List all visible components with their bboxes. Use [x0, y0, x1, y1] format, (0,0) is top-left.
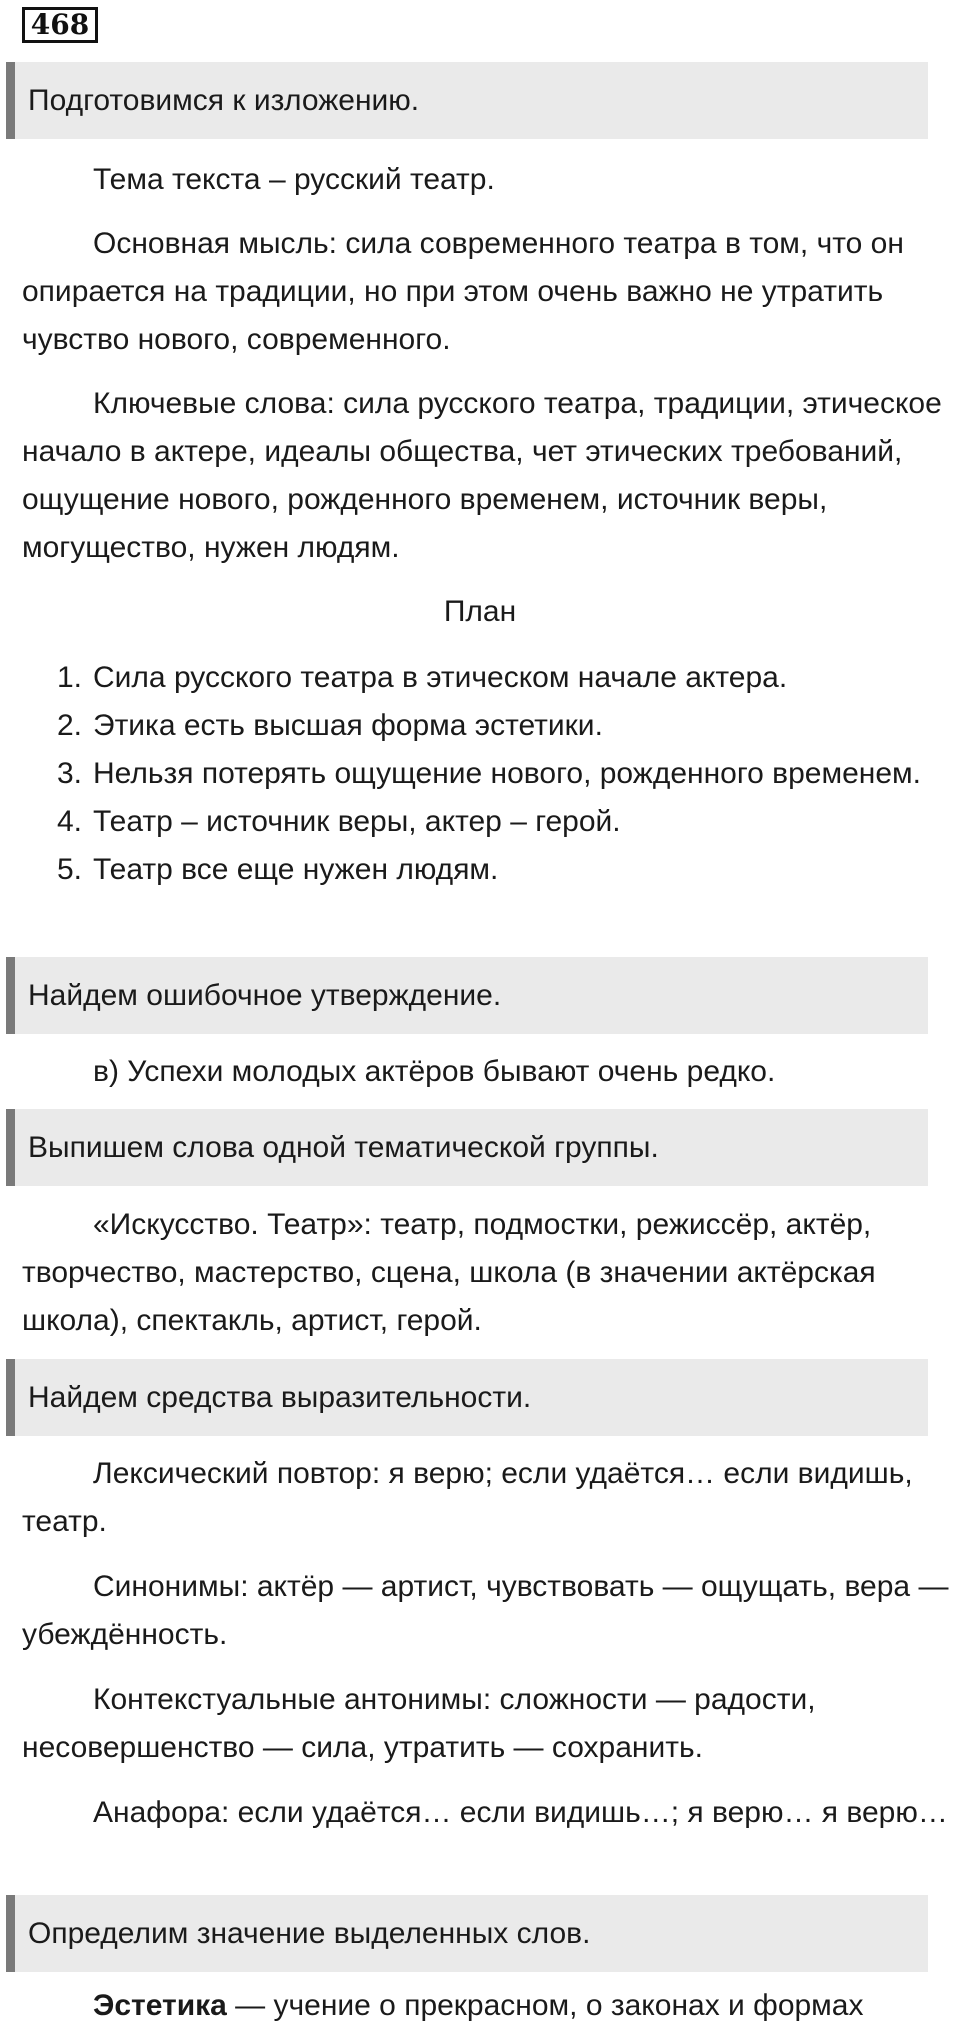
- defined-term: Эстетика: [93, 1989, 227, 2022]
- definition-line: [22, 1982, 952, 2025]
- plan-item-number: 3.: [57, 757, 83, 790]
- plan-item-text: Нельзя потерять ощущение нового, рожденного временем.: [93, 757, 921, 790]
- plan-item: [22, 750, 942, 798]
- plan-item-number: 4.: [57, 805, 83, 838]
- section-header-prep: Подготовимся к изложению.: [6, 62, 928, 139]
- synonyms-text: Синонимы: актёр — артист, чувствовать — ощущать, вера — убеждённость.: [22, 1570, 949, 1651]
- plan-item-number: 1.: [57, 661, 83, 694]
- section-header-means: Найдем средства выразительности.: [6, 1359, 928, 1436]
- antonyms-text: Контекстуальные антонимы: сложности — радости, несовершенство — сила, утратить — сохранить.: [22, 1683, 816, 1764]
- plan-item-text: Сила русского театра в этическом начале актера.: [93, 661, 788, 694]
- theme-text: Тема текста – русский театр.: [93, 163, 495, 196]
- plan-item: [22, 846, 942, 894]
- anaphora-text: Анафора: если удаётся… если видишь…; я верю… я верю…: [93, 1796, 948, 1829]
- plan-item: [22, 702, 942, 750]
- plan-item: [22, 654, 942, 702]
- lexical-repeat-text: Лексический повтор: я верю; если удаётся… если видишь, театр.: [22, 1457, 913, 1538]
- plan-title: План: [443, 595, 517, 628]
- error-answer-text: в) Успехи молодых актёров бывают очень редко.: [93, 1055, 776, 1088]
- plan-list: [22, 654, 942, 894]
- keywords-text: Ключевые слова: сила русского театра, традиции, этическое начало в актере, идеалы общества, чет этических требований, ощущение нового, рожденного временем, источник веры, могущество, нужен людям.: [22, 387, 942, 564]
- section-header-error: Найдем ошибочное утверждение.: [6, 957, 928, 1034]
- section-header-words: Выпишем слова одной тематической группы.: [6, 1109, 928, 1186]
- plan-item-text: Этика есть высшая форма эстетики.: [93, 709, 603, 742]
- main-idea-text: Основная мысль: сила современного театра в том, что он опирается на традиции, но при этом очень важно не утратить чувство нового, современного.: [22, 227, 904, 356]
- term-definition: — учение о прекрасном, о законах и формах: [226, 1989, 864, 2022]
- plan-item-number: 2.: [57, 709, 83, 742]
- plan-item: [22, 798, 942, 846]
- plan-item-number: 5.: [57, 853, 83, 886]
- section-header-meaning: Определим значение выделенных слов.: [6, 1895, 928, 1972]
- plan-item-text: Театр – источник веры, актер – герой.: [93, 805, 621, 838]
- plan-item-text: Театр все еще нужен людям.: [93, 853, 499, 886]
- exercise-number: 468: [22, 7, 98, 43]
- words-answer-text: «Искусство. Театр»: театр, подмостки, режиссёр, актёр, творчество, мастерство, сцена, школа (в значении актёрская школа), спектакль, артист, герой.: [22, 1208, 876, 1337]
